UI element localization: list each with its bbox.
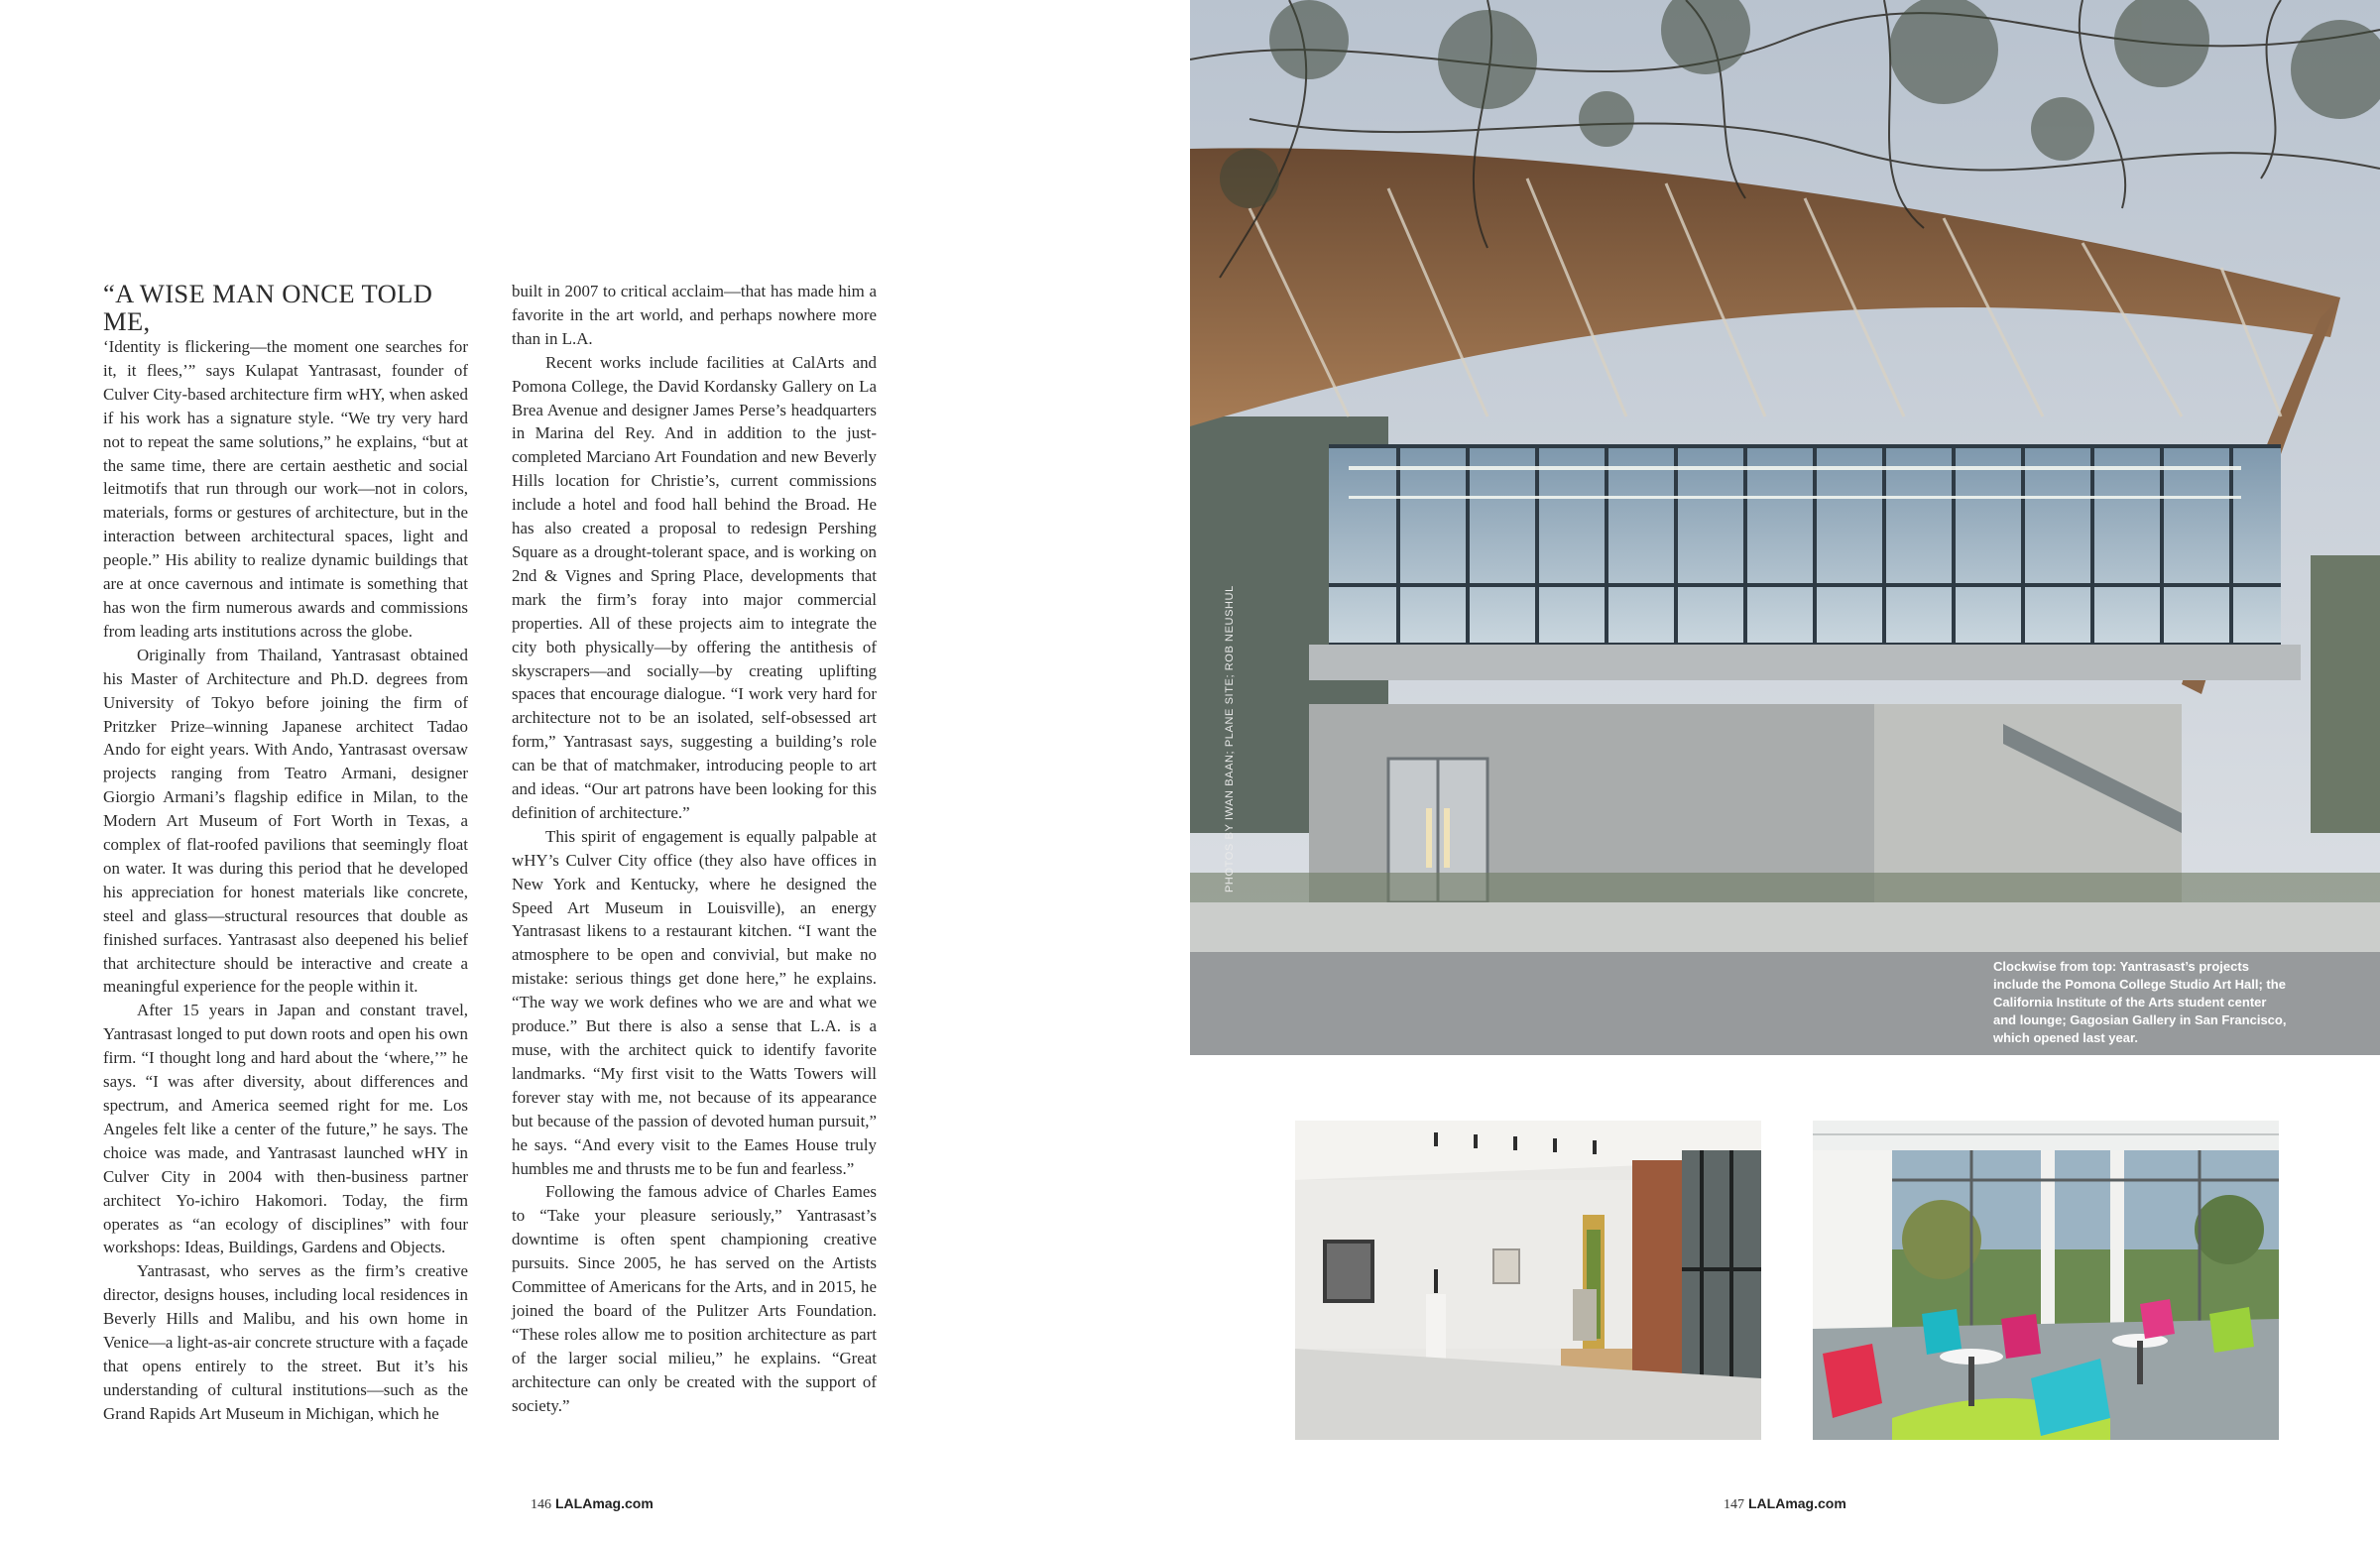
- lead-in: “A WISE MAN ONCE TOLD ME,: [103, 279, 433, 336]
- folio-left: [531, 1495, 654, 1513]
- folio-right: [1724, 1495, 1846, 1513]
- paragraph: Originally from Thailand, Yantrasast obtained his Master of Architecture and Ph.D. degrees from University of Tokyo before joining the firm of Pritzker Prize–winning Japanese architect Tadao Ando for eight years. With Ando, Yantrasast oversaw projects ranging from Teatro Armani, designer Giorgio Armani’s flagship edifice in Milan, to the Modern Art Museum of Fort Worth in Texas, a complex of flat-roofed pavilions that seemingly float on water. It was during this period that he developed his appreciation for honest materials like concrete, steel and glass—structural resources that double as finished surfaces. Yantrasast also deepened his belief that architecture should be interactive and create a meaningful experience for the people within it.: [103, 645, 468, 997]
- page-number: 146: [531, 1497, 551, 1512]
- paragraph: This spirit of engagement is equally palpable at wHY’s Culver City office (they also have offices in New York and Kentucky, where he designed the Speed Art Museum in Louisville), an energy Yantrasast likens to a restaurant kitchen. “I want the atmosphere to be open and convivial, but make no mistake: serious things get done here,” he explains. “The way we work defines who we are and what we produce.” But there is also a sense that L.A. is a muse, with the architect quick to identify favorite landmarks. “My first visit to the Watts Towers will forever stay with me, not because of its appearance but because of the passion of devoted human pursuit,” he says. “And every visit to the Eames House truly humbles me and thrusts me to be fun and fearless.”: [512, 826, 877, 1178]
- paragraph: Yantrasast, who serves as the firm’s creative director, designs houses, including local residences in Beverly Hills and Malibu, and his own home in Venice—a light-as-air concrete structure with a façade that opens entirely to the street. But it’s his understanding of cultural institutions—such as the Grand Rapids Art Museum in Michigan, which he: [103, 1261, 468, 1423]
- lead-paragraph: [103, 280, 468, 644]
- paragraph: Recent works include facilities at CalArts and Pomona College, the David Kordansky Gallery on La Brea Avenue and designer James Perse’s headquarters in Marina del Rey. And in addition to the just-completed Marciano Art Foundation and new Beverly Hills location for Christie’s, current commissions include a hotel and food hall behind the Broad. He has also created a proposal to redesign Pershing Square as a drought-tolerant space, and is working on 2nd & Vignes and Spring Place, developments that mark the firm’s foray into major commercial properties. All of these projects aim to integrate the city both physically—by offering the antithesis of skyscrapers—and socially—by creating uplifting spaces that encourage dialogue. “I work very hard for architecture not to be an isolated, self-obsessed art form,” Yantrasast says, suggesting a building’s role can be that of matchmaker, introducing people to art and ideas. “Our art patrons have been looking for this definition of architecture.”: [512, 352, 877, 822]
- paragraph: built in 2007 to critical acclaim—that has made him a favorite in the art world, and perhaps nowhere more than in L.A.: [512, 282, 877, 348]
- paragraph: Following the famous advice of Charles Eames to “Take your pleasure seriously,” Yantrasast’s downtime is often spent championing creative pursuits. Since 2005, he has served on the Artists Committee of Americans for the Arts, and in 2015, he joined the board of the Pulitzer Arts Foundation. “These roles allow me to position architecture as part of the larger social milieu,” he explains. “Great architecture can only be created with the support of society.”: [512, 1182, 877, 1415]
- article-column-left: [103, 280, 468, 1426]
- photo-calarts-lounge: [1813, 1121, 2279, 1440]
- site-url: LALAmag.com: [555, 1495, 654, 1511]
- photo-pomona-studio-art-hall: [1190, 0, 2380, 1055]
- photo-gagosian-gallery: [1295, 1121, 1761, 1440]
- paragraph: ‘Identity is flickering—the moment one searches for it, it flees,’” says Kulapat Yantrasast, founder of Culver City-based architecture firm wHY, when asked if his work has a signature style. “We try very hard not to repeat the same solutions,” he explains, “but at the same time, there are certain aesthetic and social leitmotifs that run through our work—not in colors, materials, forms or gestures of architecture, but in the interaction between architectural spaces, light and people.” His ability to realize dynamic buildings that are at once cavernous and intimate is something that has won the firm numerous awards and commissions from leading arts institutions across the globe.: [103, 337, 468, 641]
- page-number: 147: [1724, 1497, 1744, 1512]
- site-url: LALAmag.com: [1748, 1495, 1846, 1511]
- paragraph: After 15 years in Japan and constant travel, Yantrasast longed to put down roots and open his own firm. “I thought long and hard about the ‘where,’” he says. “I was after diversity, about differences and spectrum, and America seemed right for me. Los Angeles felt like a center of the future,” he says. The choice was made, and Yantrasast launched wHY in Culver City in 2004 with then-business partner architect Yo-ichiro Hakomori. Today, the firm operates as “an ecology of disciplines” with four workshops: Ideas, Buildings, Gardens and Objects.: [103, 1001, 468, 1257]
- photo-caption: Clockwise from top: Yantrasast’s projects include the Pomona College Studio Art Hall; the California Institute of the Arts student center and lounge; Gagosian Gallery in San Francisco, which opened last year.: [1993, 959, 2287, 1045]
- photo-credit: PHOTOS BY IWAN BAAN; PLANE SITE; ROB NEUSHUL: [1224, 585, 1236, 892]
- article-column-right: [512, 280, 877, 1418]
